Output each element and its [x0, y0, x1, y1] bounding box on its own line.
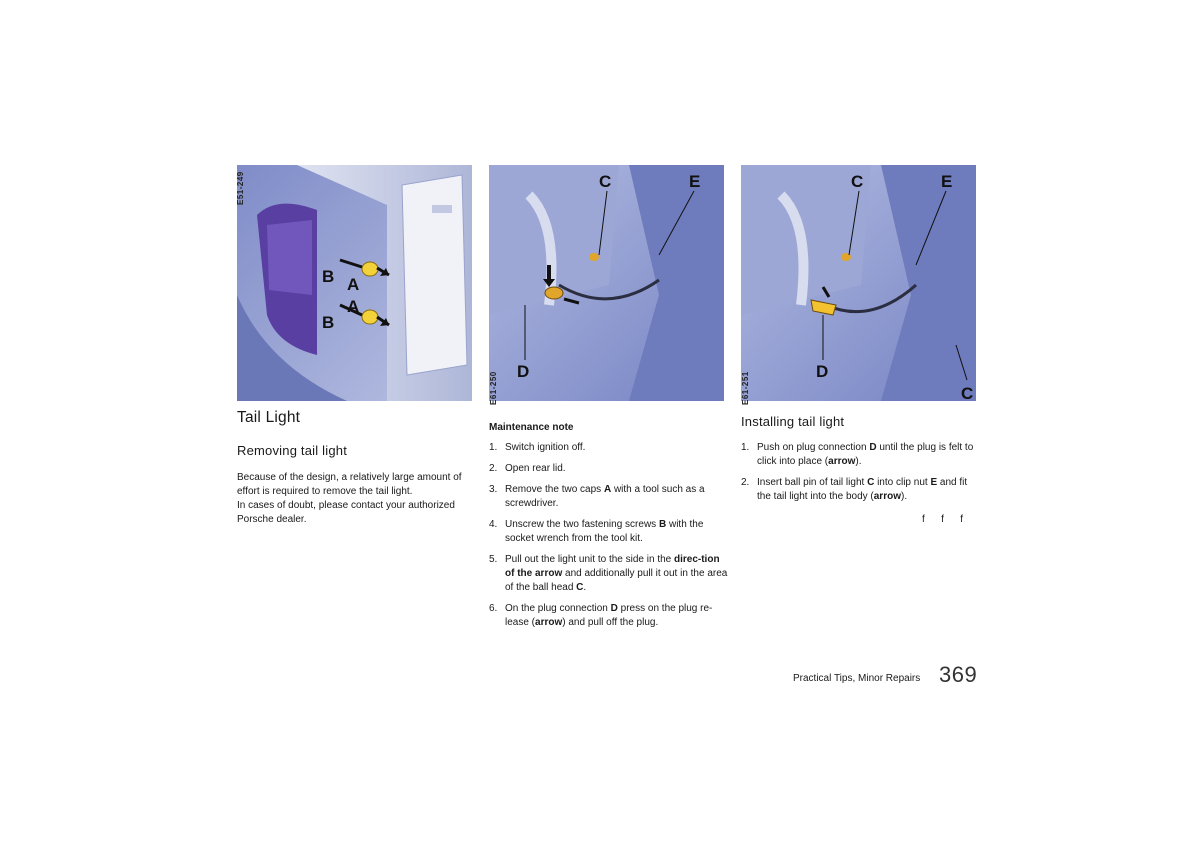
list-item: 2. Insert ball pin of tail light C into clip nut E and fit the tail light into the body (arrow). [741, 477, 968, 502]
figure-plug-connection [489, 165, 724, 401]
installation-steps-list [741, 441, 977, 504]
fig3-label-d: D [816, 362, 829, 381]
fig3-label-c-top: C [851, 172, 864, 191]
fig1-label-a2: A [347, 297, 360, 316]
fig2-label-d: D [517, 362, 530, 381]
list-item: 3. Remove the two caps A with a tool such as a screwdriver. [489, 484, 705, 509]
fig3-label-c-bottom: C [961, 384, 974, 401]
subsection-title-installing: Installing tail light [741, 414, 845, 429]
figure3-code: E61-251 [741, 371, 750, 405]
left-column [237, 408, 477, 527]
installing-illustration [741, 165, 976, 401]
plug-connection-illustration [489, 165, 724, 401]
list-item: 4. Unscrew the two fastening screws B with the socket wrench from the tool kit. [489, 519, 704, 544]
list-item: 1. Switch ignition off. [489, 442, 586, 453]
figure-tail-light-removal [237, 165, 472, 401]
fig1-label-a1: A [347, 275, 360, 294]
fig2-label-e: E [689, 172, 701, 191]
fig1-label-b2: B [322, 313, 335, 332]
paragraph-effort: Because of the design, a relatively large amount of effort is required to remove the tail light. [237, 472, 462, 497]
list-item: 1. Push on plug connection D until the plug is felt to click into place (arrow). [741, 442, 974, 467]
middle-column [489, 421, 729, 637]
section-title: Tail Light [237, 409, 301, 426]
figure2-code: E61-250 [489, 371, 498, 405]
removal-steps-list [489, 441, 729, 630]
figure1-code: E51-249 [236, 171, 245, 205]
page-number: 369 [939, 662, 978, 687]
fig2-label-c: C [599, 172, 612, 191]
list-item: 5. Pull out the light unit to the side in the direc-tion of the arrow and additionally pull it out in the area of the ball head C. [489, 554, 728, 593]
end-of-section-marks: f f f [922, 514, 966, 525]
tail-light-illustration [237, 165, 472, 401]
list-item: 6. On the plug connection D press on the plug re-lease (arrow) and pull off the plug. [489, 603, 713, 628]
footer-section-title: Practical Tips, Minor Repairs [793, 673, 921, 684]
list-item: 2. Open rear lid. [489, 463, 566, 474]
fig1-label-b1: B [322, 267, 335, 286]
figure-installing-tail-light [741, 165, 976, 401]
paragraph-dealer: In cases of doubt, please contact your authorized Porsche dealer. [237, 500, 455, 525]
maintenance-note-heading: Maintenance note [489, 422, 574, 433]
right-column [741, 413, 977, 511]
subsection-title-removing: Removing tail light [237, 443, 348, 458]
fig3-label-e: E [941, 172, 953, 191]
